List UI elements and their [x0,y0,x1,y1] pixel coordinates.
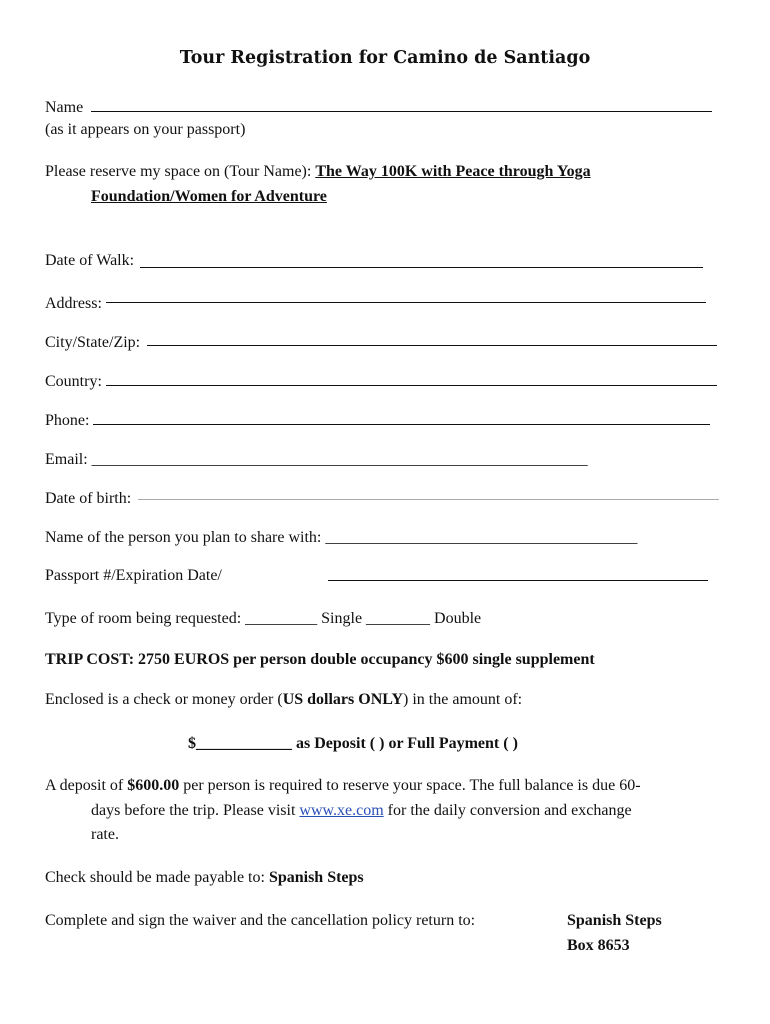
deposit-paragraph-line3: rate. [91,826,119,843]
deposit-text-2: per person is required to reserve your space. The full balance is due 60- [179,777,641,794]
city-state-zip-field[interactable] [147,345,717,346]
trip-cost: TRIP COST: 2750 EUROS per person double occupancy $600 single supplement [45,651,595,668]
enclosed-bold: US dollars ONLY [282,691,404,708]
xe-link[interactable]: www.xe.com [299,802,384,819]
name-field[interactable] [91,111,712,112]
enclosed-line [45,691,522,709]
date-of-birth-label: Date of birth: [45,490,132,507]
country-label: Country: [45,373,102,390]
deposit-amount: $600.00 [127,777,180,794]
passport-field[interactable] [328,580,708,581]
return-name: Spanish Steps [567,912,662,929]
name-label: Name [45,99,84,116]
reserve-prefix: Please reserve my space on (Tour Name): [45,163,316,180]
share-with-line[interactable]: Name of the person you plan to share with: _______________________________________ [45,529,638,546]
tour-name-line2: Foundation/Women for Adventure [91,188,327,205]
phone-field[interactable] [93,424,710,425]
passport-label: Passport #/Expiration Date/ [45,567,222,584]
deposit-text-1: A deposit of [45,777,128,794]
tour-name-line1: The Way 100K with Peace through Yoga [315,163,591,180]
room-type-line[interactable]: Type of room being requested: _________ Single ________ Double [45,610,482,627]
date-of-birth-field[interactable] [138,499,719,500]
address-label: Address: [45,295,102,312]
payable-line [45,869,364,887]
tour-reserve-line [45,163,591,181]
deposit-text-4: for the daily conversion and exchange [383,802,632,819]
deposit-paragraph-line2 [91,802,632,820]
enclosed-suffix: ) in the amount of: [403,691,523,708]
page-title: Tour Registration for Camino de Santiago [179,48,591,68]
return-text: Complete and sign the waiver and the cancellation policy return to: [45,912,476,929]
payable-prefix: Check should be made payable to: [45,869,269,886]
name-note: (as it appears on your passport) [45,121,246,138]
city-state-zip-label: City/State/Zip: [45,334,141,351]
deposit-amount-line[interactable]: $____________ as Deposit ( ) or Full Payment ( ) [188,735,518,752]
phone-label: Phone: [45,412,90,429]
country-field[interactable] [106,385,717,386]
payable-name: Spanish Steps [268,869,364,886]
deposit-text-3: days before the trip. Please visit [91,802,300,819]
date-of-walk-field[interactable] [140,267,703,268]
deposit-paragraph-line1 [45,777,641,795]
address-field[interactable] [106,302,706,303]
email-line[interactable]: Email: ______________________________________________________________ [45,451,588,468]
return-box: Box 8653 [567,937,630,954]
enclosed-prefix: Enclosed is a check or money order ( [45,691,283,708]
date-of-walk-label: Date of Walk: [45,252,135,269]
